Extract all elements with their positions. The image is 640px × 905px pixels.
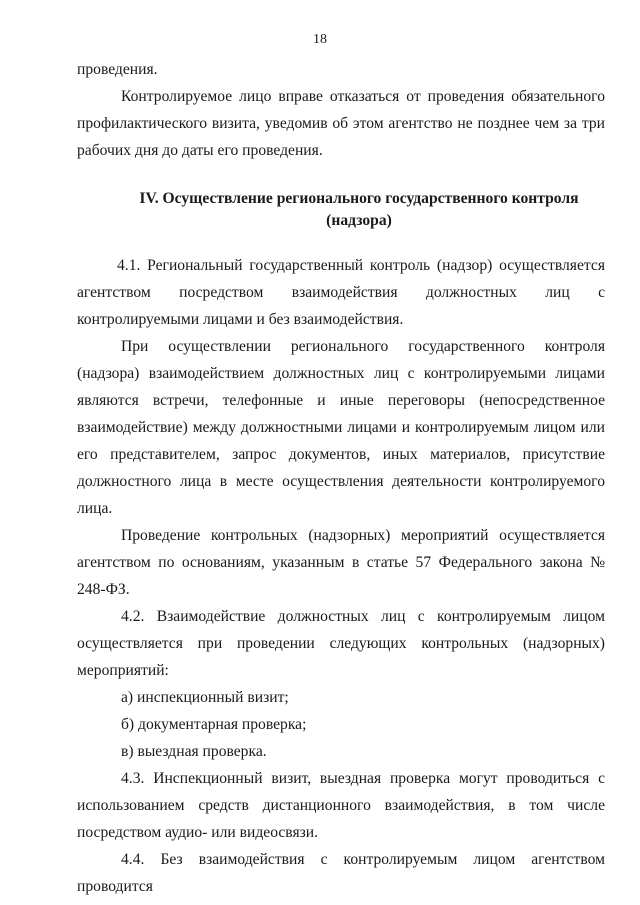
paragraph-4-1: 4.1. Региональный государственный контроль (надзор) осуществляется агентством посредством взаимодействия должностных лиц с контролируемыми лицами и без взаимодействия.	[77, 257, 605, 328]
document-body	[77, 56, 605, 900]
paragraph-4-2: 4.2. Взаимодействие должностных лиц с контролируемым лицом осуществляется при проведении следующих контрольных (надзорных) мероприятий:	[77, 608, 605, 679]
spacer	[77, 164, 605, 188]
paragraph-interaction-definition: При осуществлении регионального государственного контроля (надзора) взаимодействием должностных лиц с контролируемыми лицами являются встречи, телефонные и иные переговоры (непосредственное взаимодействие) между должностными лицами и контролируемым лицом или его представителем, запрос документов, иных материалов, присутствие должностного лица в месте осуществления деятельности контролируемого лица.	[77, 338, 605, 517]
paragraph-refusal-right: Контролируемое лицо вправе отказаться от проведения обязательного профилактического визита, уведомив об этом агентство не позднее чем за три рабочих дня до даты его проведения.	[77, 88, 605, 159]
list-item-a: а) инспекционный визит;	[121, 689, 289, 706]
paragraph-continuation: проведения.	[77, 61, 158, 78]
page-number: 18	[313, 32, 327, 47]
paragraph-4-4: 4.4. Без взаимодействия с контролируемым лицом агентством проводится	[77, 851, 605, 895]
paragraph-4-3: 4.3. Инспекционный визит, выездная проверка могут проводиться с использованием средств дистанционного взаимодействия, в том числе посредством аудио- или видеосвязи.	[77, 770, 605, 841]
section-heading: IV. Осуществление регионального государственного контроля (надзора)	[139, 190, 579, 229]
list-item-b: б) документарная проверка;	[121, 716, 307, 733]
list-item-v: в) выездная проверка.	[121, 743, 267, 760]
paragraph-grounds: Проведение контрольных (надзорных) мероприятий осуществляется агентством по основаниям, указанным в статье 57 Федерального закона № 248-ФЗ.	[77, 527, 605, 598]
